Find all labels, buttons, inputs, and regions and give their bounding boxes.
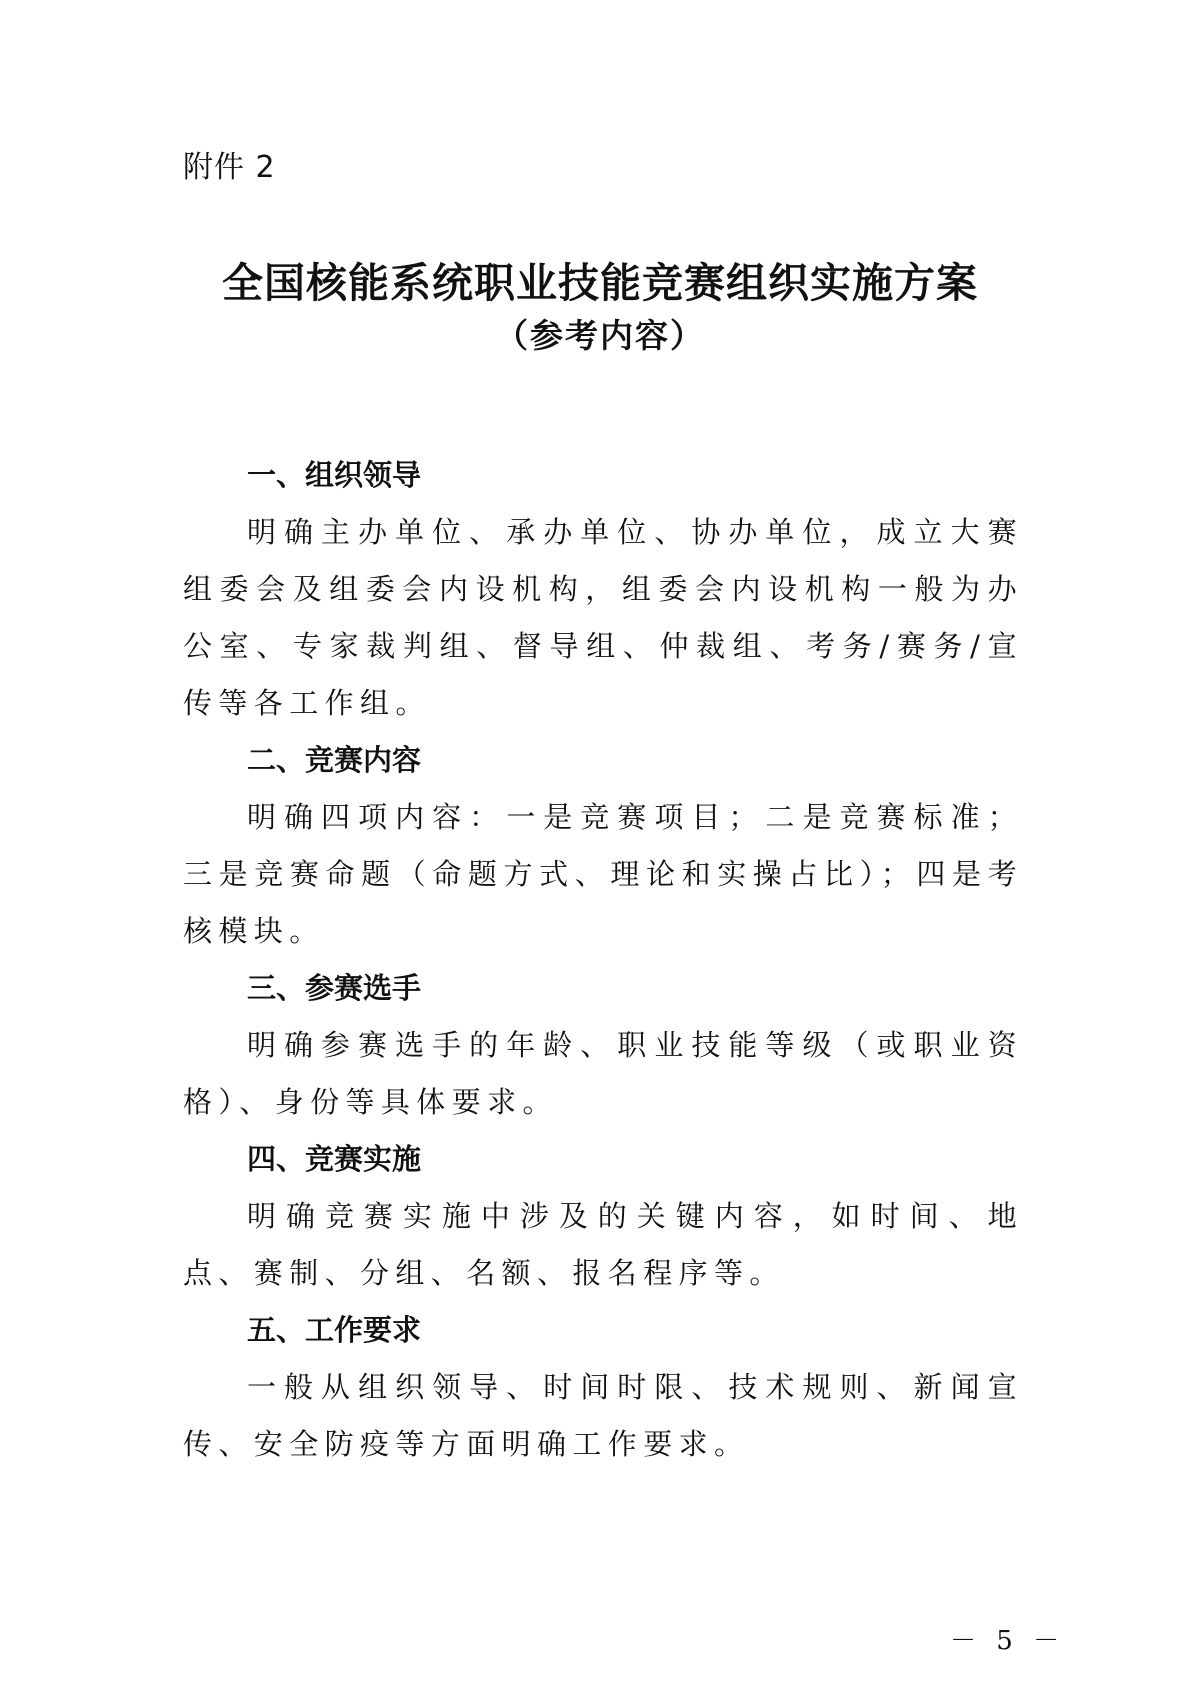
section-organization [183, 447, 1023, 732]
section-paragraph: 明确主办单位、承办单位、协办单位，成立大赛组委会及组委会内设机构，组委会内设机构一般为办公室、专家裁判组、督导组、仲裁组、考务/赛务/宣传等各工作组。 [183, 515, 1023, 720]
section-heading: 一、组织领导 [247, 458, 422, 492]
document-subtitle: （参考内容） [495, 316, 705, 355]
section-competition-content [183, 732, 1023, 960]
section-heading: 三、参赛选手 [247, 971, 422, 1005]
attachment-label: 附件 2 [183, 150, 276, 185]
section-work-requirements [183, 1302, 1023, 1473]
document-title: 全国核能系统职业技能竞赛组织实施方案 [222, 259, 978, 307]
page-number: － 5 － [950, 1626, 1066, 1656]
section-paragraph: 明确四项内容：一是竞赛项目；二是竞赛标准；三是竞赛命题（命题方式、理论和实操占比）；四是考核模块。 [183, 800, 1023, 948]
section-heading: 二、竞赛内容 [247, 743, 422, 777]
section-contestants [183, 960, 1023, 1131]
document-body [183, 447, 1023, 1473]
section-implementation [183, 1131, 1023, 1302]
section-paragraph: 明确参赛选手的年龄、职业技能等级（或职业资格）、身份等具体要求。 [183, 1028, 1023, 1119]
section-paragraph: 明确竞赛实施中涉及的关键内容，如时间、地点、赛制、分组、名额、报名程序等。 [183, 1199, 1023, 1290]
section-heading: 四、竞赛实施 [247, 1142, 422, 1176]
section-paragraph: 一般从组织领导、时间时限、技术规则、新闻宣传、安全防疫等方面明确工作要求。 [183, 1370, 1023, 1461]
section-heading: 五、工作要求 [247, 1313, 422, 1347]
